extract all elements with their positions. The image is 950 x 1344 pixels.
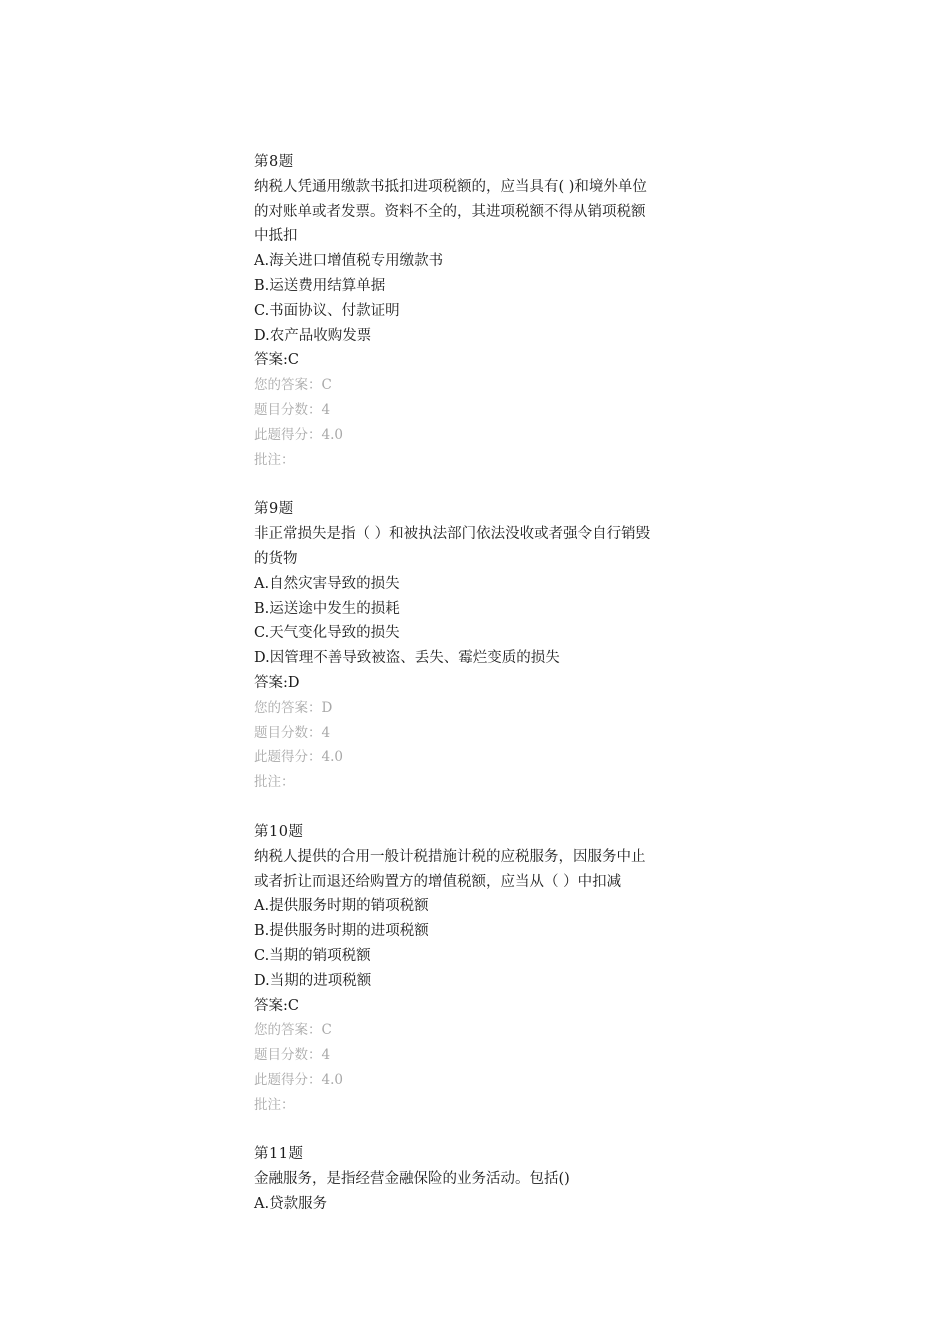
option-b: B.运送途中发生的损耗	[254, 600, 400, 617]
option-a: A.提供服务时期的销项税额	[254, 898, 429, 915]
stem-line: 中抵扣	[254, 228, 298, 245]
question-score: 题目分数：4	[254, 401, 331, 418]
question-title: 第8题	[254, 154, 294, 170]
question-score: 题目分数：4	[254, 724, 331, 741]
stem-line: 非正常损失是指（ ）和被执法部门依法没收或者强令自行销毁	[254, 526, 651, 543]
stem-line: 纳税人凭通用缴款书抵扣进项税额的，应当具有( )和境外单位	[254, 178, 647, 195]
option-d: D.当期的进项税额	[254, 972, 372, 989]
option-a: A.海关进口增值税专用缴款书	[254, 253, 444, 270]
stem-line: 或者折让而退还给购置方的增值税额，应当从（ ）中扣减	[254, 873, 622, 890]
option-a: A.自然灾害导致的损失	[254, 575, 400, 592]
stem-line: 纳税人提供的合用一般计税措施计税的应税服务，因服务中止	[254, 848, 646, 865]
stem-line: 的对账单或者发票。资料不全的，其进项税额不得从销项税额	[254, 203, 646, 220]
question-score: 题目分数：4	[254, 1047, 331, 1064]
annotation: 批注：	[254, 774, 295, 791]
earned-score: 此题得分：4.0	[254, 749, 343, 766]
option-b: B.运送费用结算单据	[254, 277, 386, 294]
question-9	[254, 497, 714, 795]
question-stem	[254, 522, 714, 572]
annotation: 批注：	[254, 1096, 295, 1113]
stem-line: 的货物	[254, 550, 298, 567]
your-answer: 您的答案：C	[254, 377, 332, 394]
option-d: D.因管理不善导致被盗、丢失、霉烂变质的损失	[254, 650, 560, 667]
question-title: 第9题	[254, 501, 294, 518]
correct-answer: 答案:C	[254, 352, 299, 369]
correct-answer: 答案:C	[254, 997, 299, 1014]
option-a: A.贷款服务	[254, 1196, 328, 1213]
question-11	[254, 1142, 714, 1216]
option-d: D.农产品收购发票	[254, 327, 372, 344]
stem-line: 金融服务，是指经营金融保险的业务活动。包括()	[254, 1171, 570, 1188]
option-c: C.天气变化导致的损失	[254, 625, 400, 642]
question-stem	[254, 1167, 714, 1192]
your-answer: 您的答案：C	[254, 1022, 332, 1039]
option-c: C.当期的销项税额	[254, 947, 371, 964]
annotation: 批注：	[254, 451, 295, 468]
option-b: B.提供服务时期的进项税额	[254, 923, 429, 940]
correct-answer: 答案:D	[254, 674, 300, 691]
question-stem	[254, 845, 714, 895]
question-title: 第10题	[254, 823, 304, 840]
document-page	[254, 150, 714, 1242]
question-title: 第11题	[254, 1146, 304, 1163]
option-c: C.书面协议、付款证明	[254, 302, 400, 319]
question-stem	[254, 175, 714, 249]
question-10	[254, 820, 714, 1118]
question-8	[254, 150, 714, 472]
earned-score: 此题得分：4.0	[254, 426, 343, 443]
earned-score: 此题得分：4.0	[254, 1071, 343, 1088]
your-answer: 您的答案：D	[254, 699, 333, 716]
